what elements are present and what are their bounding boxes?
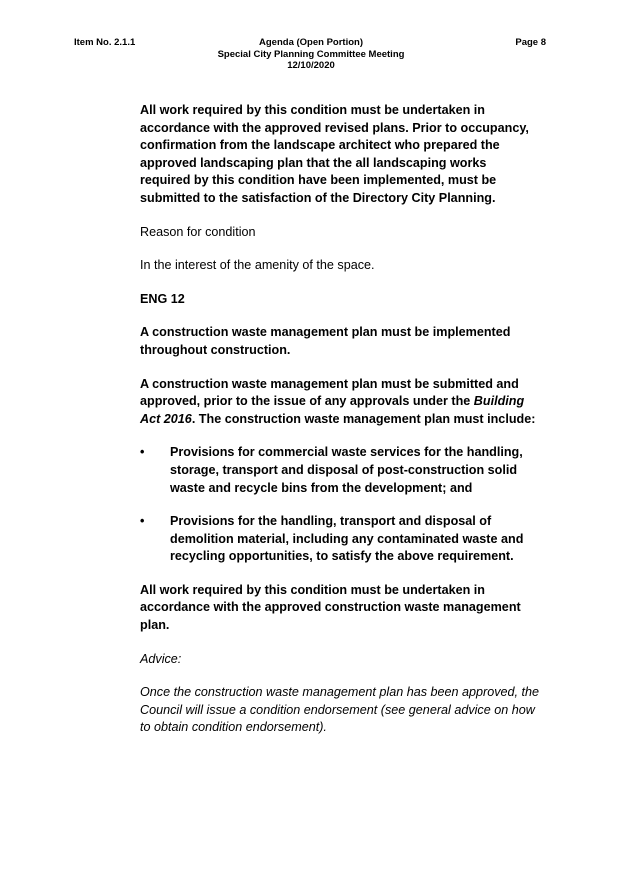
reason-label: Reason for condition bbox=[140, 224, 256, 239]
list-item-text: Provisions for the handling, transport and disposal of demolition material, including any contaminated waste and recycling opportunities, to satisfy the above requirement. bbox=[170, 514, 524, 564]
advice-label: Advice: bbox=[140, 651, 182, 666]
agenda-title: Agenda (Open Portion) bbox=[259, 37, 363, 48]
paragraph-landscaping-condition: All work required by this condition must be undertaken in accordance with the approved revised plans. Prior to occupancy, confirmation from the landscape architect who prepared the approved landscaping plan that the all landscaping works required by this condition have been implemented, must be submitted to the satisfaction of the Directory City Planning. bbox=[140, 103, 529, 205]
paragraph-part-b: . The construction waste management plan must include: bbox=[191, 411, 536, 426]
item-number: Item No. 2.1.1 bbox=[74, 37, 136, 48]
paragraph-part-a: A construction waste management plan must be submitted and approved, prior to the issue of any approvals under the bbox=[140, 376, 519, 409]
reason-text: In the interest of the amenity of the space. bbox=[140, 258, 375, 273]
list-item bbox=[140, 513, 540, 566]
bullet-icon: • bbox=[140, 514, 145, 529]
page-number: Page 8 bbox=[515, 37, 546, 48]
document-body bbox=[140, 102, 540, 753]
paragraph-waste-plan-compliance: All work required by this condition must be undertaken in accordance with the approved construction waste management plan. bbox=[140, 582, 521, 633]
meeting-date: 12/10/2020 bbox=[287, 60, 335, 71]
list-item-text: Provisions for commercial waste services for the handling, storage, transport and disposal of post-construction solid waste and recycle bins from the development; and bbox=[170, 445, 523, 495]
meeting-title: Special City Planning Committee Meeting bbox=[217, 48, 405, 60]
paragraph-waste-plan-implement: A construction waste management plan must be implemented throughout construction. bbox=[140, 325, 511, 357]
bullet-icon: • bbox=[140, 445, 145, 460]
list-item bbox=[140, 444, 540, 497]
paragraph-waste-plan-submit bbox=[140, 376, 540, 429]
building-act-reference: Building Act 2016 bbox=[140, 394, 525, 426]
advice-text: Once the construction waste management plan has been approved, the Council will issue a condition endorsement (see general advice on how to obtain condition endorsement). bbox=[140, 685, 540, 735]
condition-code: ENG 12 bbox=[140, 291, 185, 306]
